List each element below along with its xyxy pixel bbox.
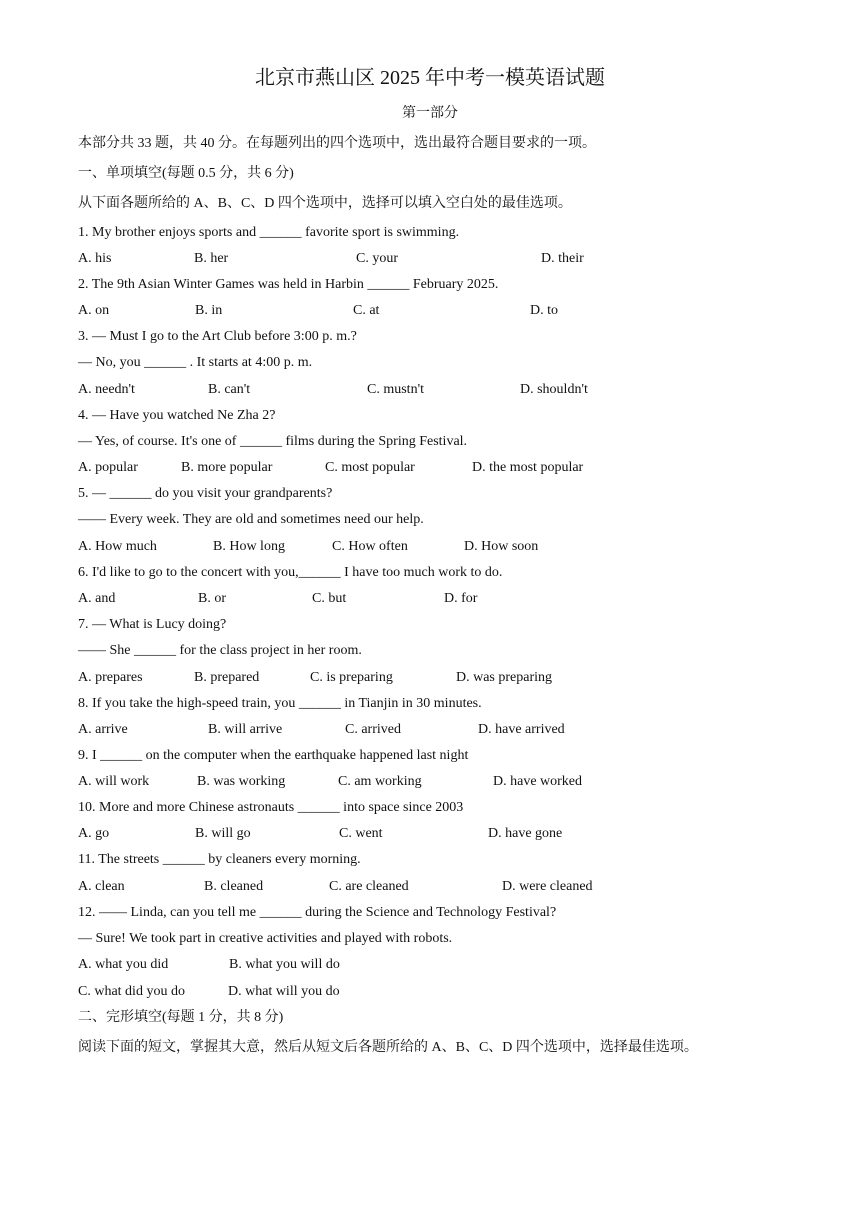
q8-option-d: D. have arrived [478,722,565,737]
q1-option-b: B. her [194,251,229,266]
q6-option-d: D. for [444,591,478,606]
section1-instruction: 从下面各题所给的 A、B、C、D 四个选项中，选择可以填入空白处的最佳选项。 [78,196,572,211]
q9-option-b: B. was working [197,774,286,789]
q4-option-b: B. more popular [181,460,273,475]
q10-option-c: C. went [339,826,383,841]
question-11-stem: 11. The streets ______ by cleaners every morning. [78,852,361,867]
question-12-stem: 12. —— Linda, can you tell me ______ during the Science and Technology Festival? [78,905,557,920]
question-12-stem-line2: — Sure! We took part in creative activities and played with robots. [78,931,453,946]
part-label: 第一部分 [402,106,458,121]
question-3-stem: 3. — Must I go to the Art Club before 3:00 p. m.? [78,329,357,344]
q1-option-d: D. their [541,251,584,266]
q1-option-a: A. his [78,251,112,266]
q7-option-a: A. prepares [78,670,143,685]
q4-option-c: C. most popular [325,460,415,475]
q11-option-b: B. cleaned [204,879,264,894]
q8-option-a: A. arrive [78,722,128,737]
q7-option-d: D. was preparing [456,670,553,685]
question-3-stem-line2: — No, you ______ . It starts at 4:00 p. m. [78,355,313,370]
q12-option-c: C. what did you do [78,984,185,999]
question-7-stem: 7. — What is Lucy doing? [78,617,227,632]
q3-option-a: A. needn't [78,382,135,397]
question-7-stem-line2: —— She ______ for the class project in her room. [78,643,362,658]
q9-option-a: A. will work [78,774,150,789]
q6-option-a: A. and [78,591,116,606]
q6-option-b: B. or [198,591,226,606]
q4-option-a: A. popular [78,460,138,475]
q2-option-a: A. on [78,303,110,318]
q5-option-a: A. How much [78,539,157,554]
q2-option-c: C. at [353,303,380,318]
question-4-stem-line2: — Yes, of course. It's one of ______ films during the Spring Festival. [78,434,468,449]
q10-option-a: A. go [78,826,110,841]
question-8-stem: 8. If you take the high-speed train, you ______ in Tianjin in 30 minutes. [78,696,482,711]
q3-option-b: B. can't [208,382,251,397]
section1-heading: 一、单项填空(每题 0.5 分，共 6 分) [78,166,294,181]
q2-option-b: B. in [195,303,223,318]
q11-option-c: C. are cleaned [329,879,409,894]
q7-option-c: C. is preparing [310,670,393,685]
question-9-stem: 9. I ______ on the computer when the earthquake happened last night [78,748,469,763]
question-5-stem: 5. — ______ do you visit your grandparents? [78,486,333,501]
page-title: 北京市燕山区 2025 年中考一模英语试题 [255,67,605,89]
q9-option-d: D. have worked [493,774,583,789]
part-intro: 本部分共 33 题，共 40 分。在每题列出的四个选项中，选出最符合题目要求的一项。 [78,136,596,151]
q8-option-b: B. will arrive [208,722,283,737]
q12-option-b: B. what you will do [229,957,340,972]
q11-option-a: A. clean [78,879,125,894]
question-4-stem: 4. — Have you watched Ne Zha 2? [78,408,276,423]
q12-option-d: D. what will you do [228,984,340,999]
question-6-stem: 6. I'd like to go to the concert with you,______ I have too much work to do. [78,565,503,580]
q12-option-a: A. what you did [78,957,169,972]
section2-instruction: 阅读下面的短文，掌握其大意，然后从短文后各题所给的 A、B、C、D 四个选项中，选择最佳选项。 [78,1040,698,1055]
q1-option-c: C. your [356,251,398,266]
question-10-stem: 10. More and more Chinese astronauts ______ into space since 2003 [78,800,464,815]
q4-option-d: D. the most popular [472,460,584,475]
question-2-stem: 2. The 9th Asian Winter Games was held in Harbin ______ February 2025. [78,277,499,292]
q5-option-d: D. How soon [464,539,539,554]
q5-option-c: C. How often [332,539,408,554]
q3-option-d: D. shouldn't [520,382,588,397]
q8-option-c: C. arrived [345,722,401,737]
q9-option-c: C. am working [338,774,422,789]
q5-option-b: B. How long [213,539,285,554]
section2-heading: 二、完形填空(每题 1 分，共 8 分) [78,1010,284,1025]
question-5-stem-line2: —— Every week. They are old and sometimes need our help. [78,512,424,527]
q6-option-c: C. but [312,591,347,606]
q2-option-d: D. to [530,303,558,318]
q7-option-b: B. prepared [194,670,260,685]
q11-option-d: D. were cleaned [502,879,593,894]
q10-option-b: B. will go [195,826,251,841]
q3-option-c: C. mustn't [367,382,424,397]
question-1-stem: 1. My brother enjoys sports and ______ favorite sport is swimming. [78,225,460,240]
q10-option-d: D. have gone [488,826,563,841]
